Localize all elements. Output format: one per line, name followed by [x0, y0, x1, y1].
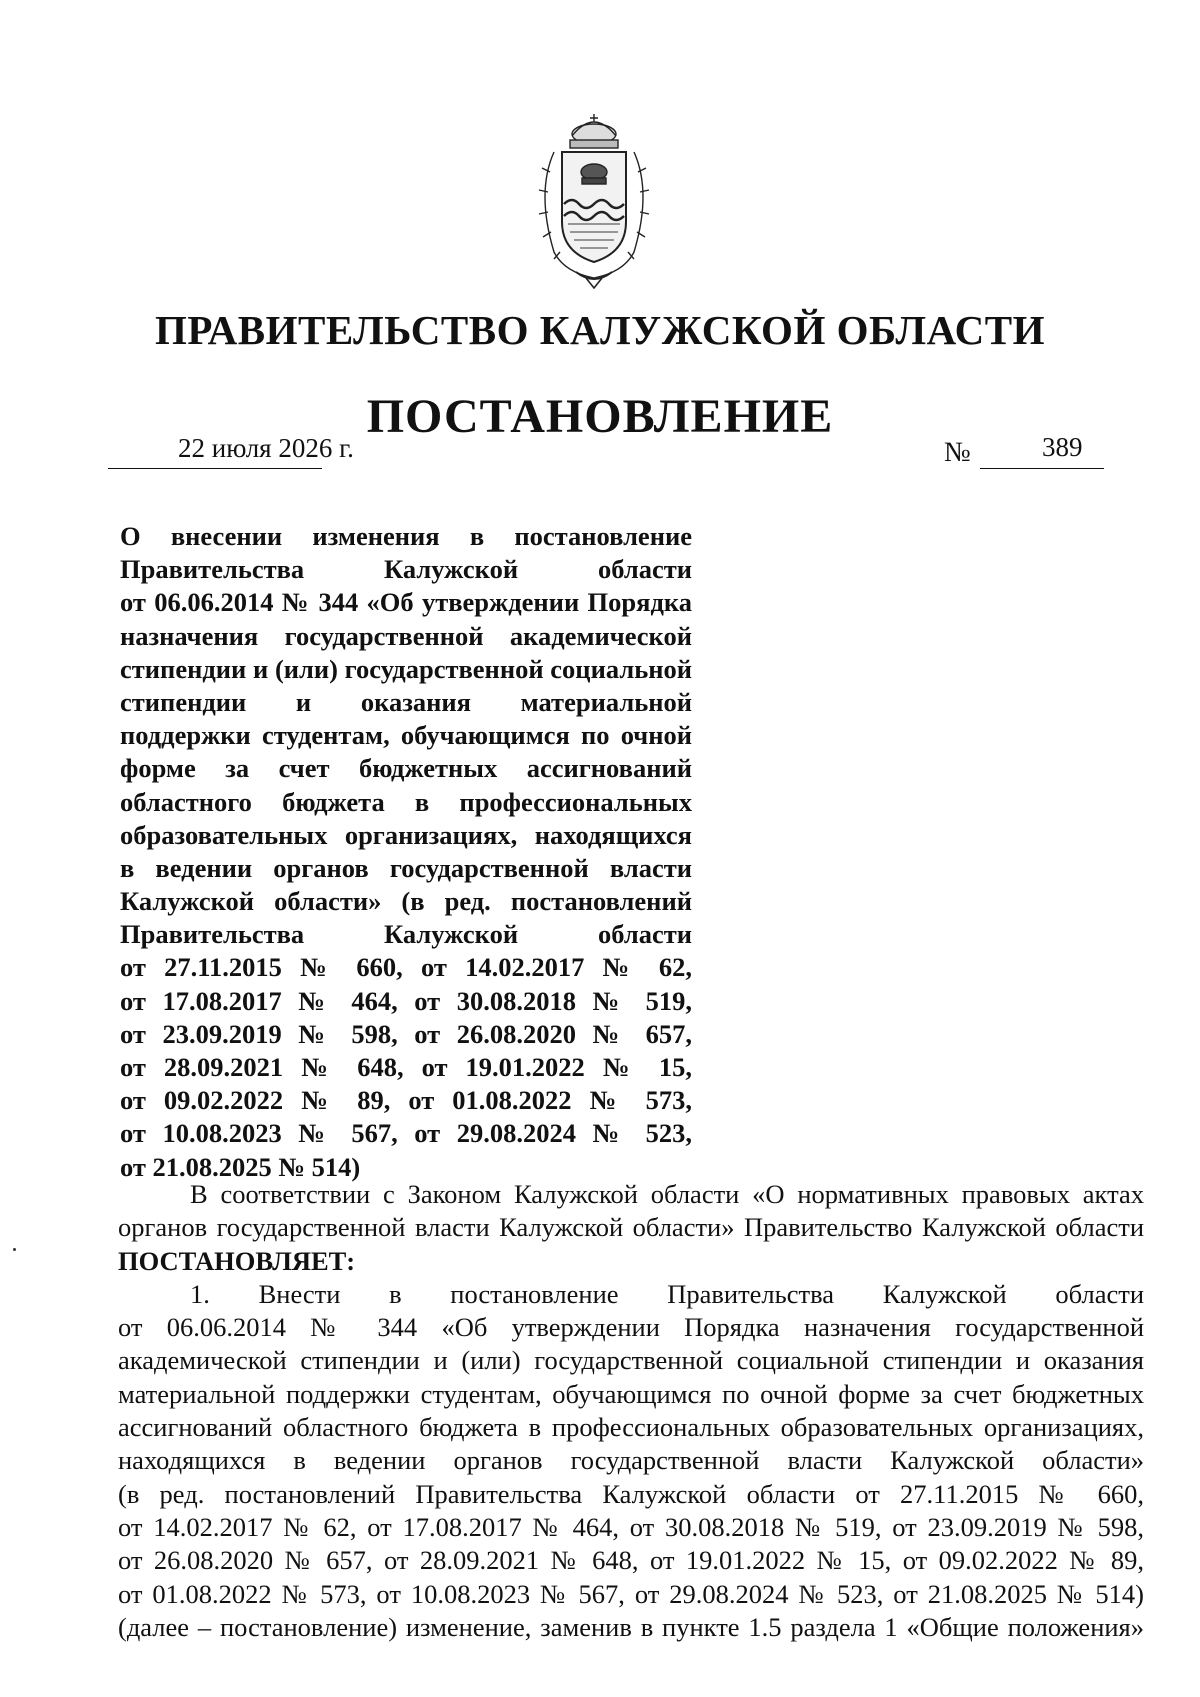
subject-line: Калужской области» (в ред. постановлений — [120, 886, 692, 917]
subject-line: от 21.08.2025 № 514) — [120, 1151, 361, 1182]
body-line: от 01.08.2022 № 573, от 10.08.2023 № 567, от 29.08.2024 № 523, от 21.08.2025 № 514) — [118, 1578, 1144, 1609]
subject-line: образовательных организациях, находящихся — [120, 819, 692, 850]
subject-line: от 17.08.2017 № 464, от 30.08.2018 № 519, — [120, 985, 692, 1016]
body-line: органов государственной власти Калужской области» Правительство Калужской области — [118, 1212, 1144, 1243]
subject-line: областного бюджета в профессиональных — [120, 786, 692, 817]
government-title: ПРАВИТЕЛЬСТВО КАЛУЖСКОЙ ОБЛАСТИ — [154, 307, 1046, 353]
subject-line: от 27.11.2015 № 660, от 14.02.2017 № 62, — [120, 952, 692, 983]
document-subject — [120, 520, 692, 1184]
number-sign: № — [944, 437, 971, 468]
number-underline — [980, 468, 1104, 469]
body-line: от 26.08.2020 № 657, от 28.09.2021 № 648, от 19.01.2022 № 15, от 09.02.2022 № 89, — [118, 1545, 1144, 1576]
subject-line: стипендии и оказания материальной — [120, 686, 692, 717]
subject-line: от 06.06.2014 № 344 «Об утверждении Порядка — [120, 587, 692, 618]
subject-line: от 28.09.2021 № 648, от 19.01.2022 № 15, — [120, 1052, 692, 1082]
body-line: академической стипендии и (или) государственной социальной стипендии и оказания — [118, 1345, 1144, 1376]
body-line: от 06.06.2014 № 344 «Об утверждении Порядка назначения государственной — [118, 1312, 1144, 1343]
subject-line: Правительства Калужской области — [120, 554, 692, 585]
subject-line: О внесении изменения в постановление — [120, 521, 692, 551]
date-underline — [108, 468, 322, 469]
scan-speck — [13, 1248, 16, 1251]
body-line: В соответствии с Законом Калужской области «О нормативных правовых актах — [190, 1179, 1144, 1209]
coat-of-arms-icon — [524, 112, 664, 292]
subject-line: Правительства Калужской области — [120, 919, 692, 950]
body-line: (в ред. постановлений Правительства Калужской области от 27.11.2015 № 660, — [118, 1478, 1144, 1509]
subject-line: в ведении органов государственной власти — [120, 852, 692, 883]
body-line: находящихся в ведении органов государственной власти Калужской области» — [118, 1445, 1144, 1476]
subject-line: от 09.02.2022 № 89, от 01.08.2022 № 573, — [120, 1085, 692, 1116]
document-type-title: ПОСТАНОВЛЕНИЕ — [366, 390, 834, 443]
body-line: от 14.02.2017 № 62, от 17.08.2017 № 464, от 30.08.2018 № 519, от 23.09.2019 № 598, — [118, 1511, 1144, 1542]
subject-line: форме за счет бюджетных ассигнований — [120, 753, 692, 784]
body-line: ассигнований областного бюджета в профессиональных образовательных организациях, — [118, 1412, 1144, 1443]
subject-line: поддержки студентам, обучающимся по очной — [120, 720, 692, 751]
subject-line: от 23.09.2019 № 598, от 26.08.2020 № 657, — [120, 1018, 692, 1049]
body-line: (далее – постановление) изменение, заменив в пункте 1.5 раздела 1 «Общие положения» — [118, 1611, 1144, 1642]
resolution-keyword: ПОСТАНОВЛЯЕТ: — [118, 1245, 356, 1276]
subject-line: от 10.08.2023 № 567, от 29.08.2024 № 523, — [120, 1118, 692, 1149]
body-line: материальной поддержки студентам, обучающимся по очной форме за счет бюджетных — [118, 1378, 1144, 1409]
document-body — [118, 1178, 1144, 1644]
body-line: 1. Внести в постановление Правительства Калужской области — [190, 1278, 1144, 1309]
document-number: 389 — [1042, 432, 1083, 462]
subject-line: стипендии и (или) государственной социальной — [120, 653, 692, 684]
document-date: 22 июля 2026 г. — [178, 433, 354, 463]
subject-line: назначения государственной академической — [120, 620, 692, 651]
